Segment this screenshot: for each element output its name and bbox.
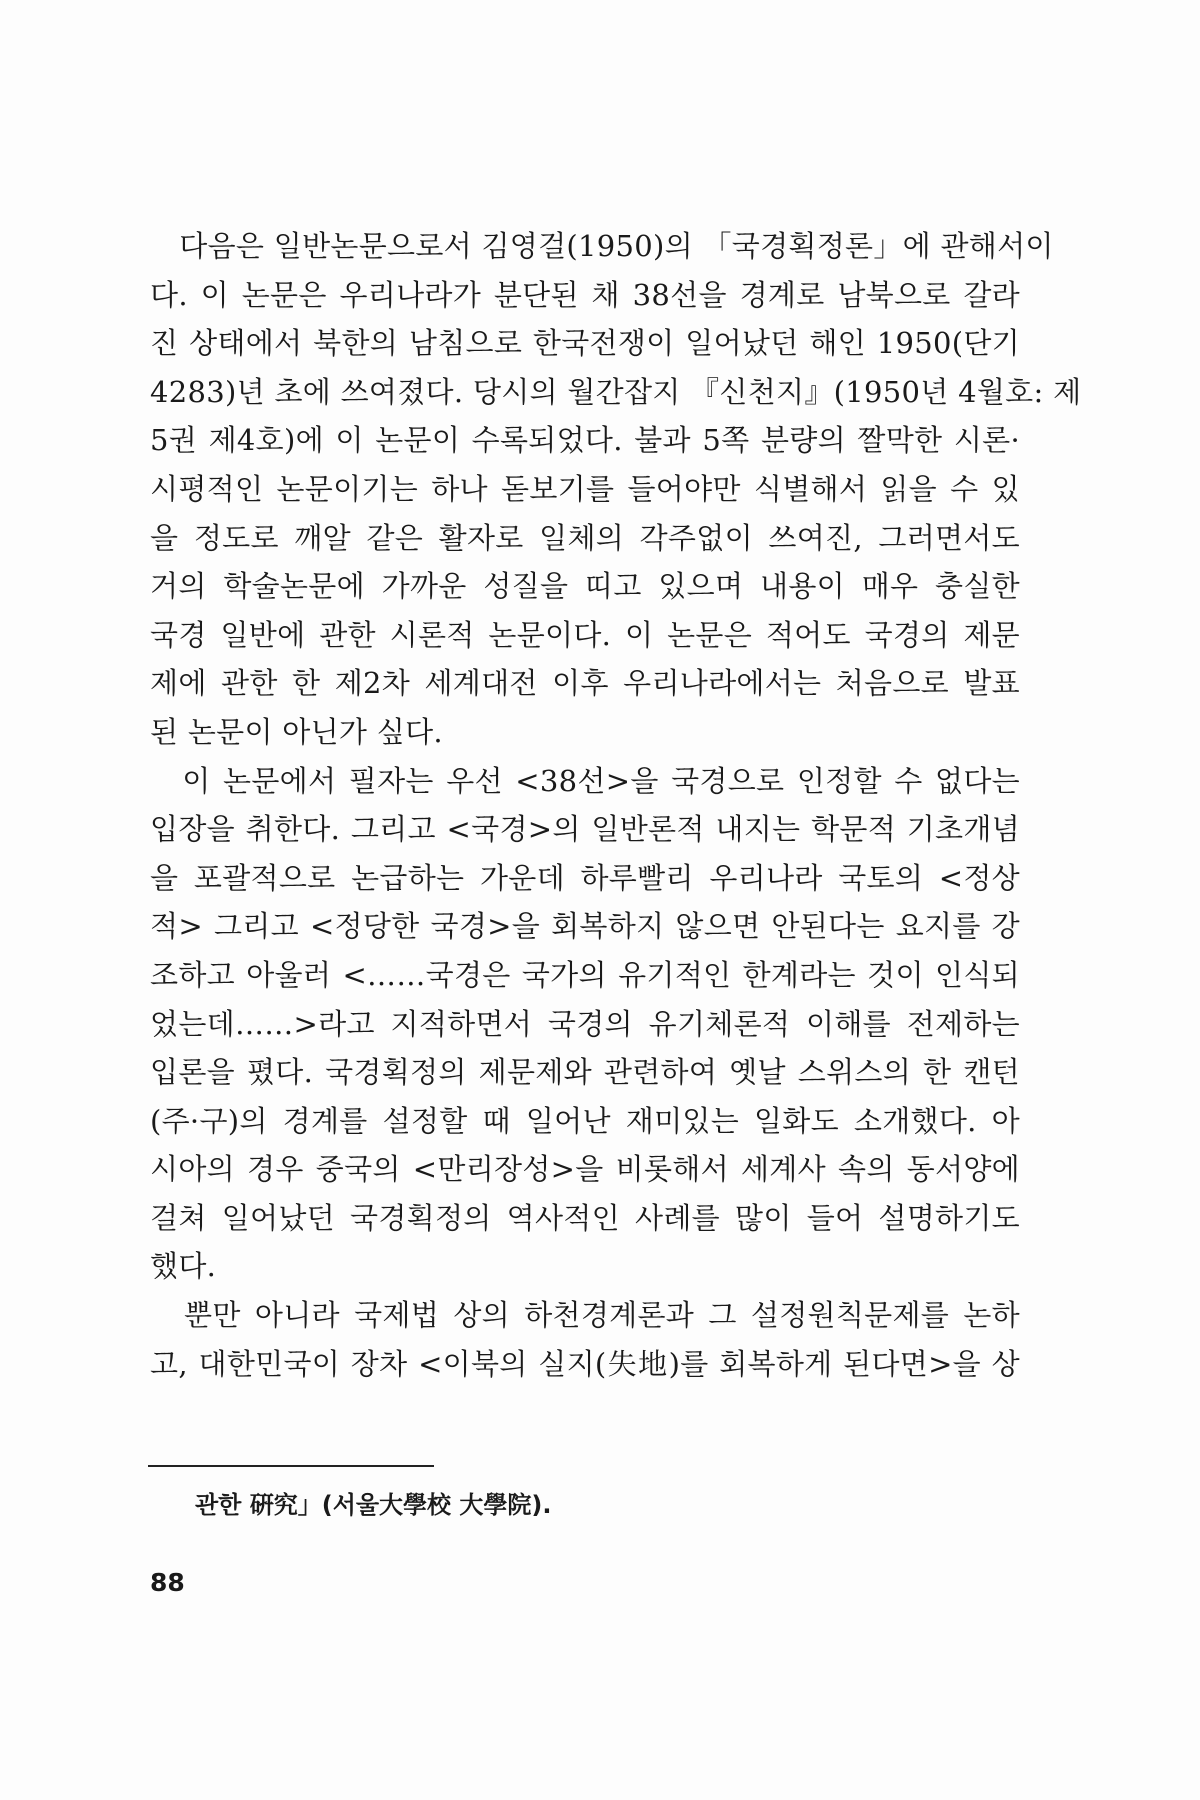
text-line: 걸쳐 일어났던 국경획정의 역사적인 사례를 많이 들어 설명하기도 (150, 1200, 1020, 1235)
page-number: 88 (150, 1568, 185, 1597)
text-line: 진 상태에서 북한의 남침으로 한국전쟁이 일어났던 해인 1950(단기 (150, 326, 1020, 361)
text-line: 뿐만 아니라 국제법 상의 하천경계론과 그 설정원칙문제를 논하 (150, 1298, 1020, 1333)
text-line: 입장을 취한다. 그리고 <국경>의 일반론적 내지는 학문적 기초개념 (150, 812, 1020, 847)
text-line: 이 논문에서 필자는 우선 <38선>을 국경으로 인정할 수 없다는 (150, 763, 1020, 798)
text-line: 국경 일반에 관한 시론적 논문이다. 이 논문은 적어도 국경의 제문 (150, 617, 1020, 652)
text-line: 4283)년 초에 쓰여졌다. 당시의 월간잡지 『신천지』(1950년 4월호: 제 (150, 374, 1082, 409)
text-line: 시평적인 논문이기는 하나 돋보기를 들어야만 식별해서 읽을 수 있 (150, 471, 1020, 506)
text-line: 거의 학술논문에 가까운 성질을 띠고 있으며 내용이 매우 충실한 (150, 569, 1020, 604)
text-line: 입론을 폈다. 국경획정의 제문제와 관련하여 옛날 스위스의 한 캔턴 (150, 1055, 1020, 1090)
footnote-divider (148, 1465, 434, 1467)
text-line: 고, 대한민국이 장차 <이북의 실지(失地)를 회복하게 된다면>을 상 (150, 1346, 1020, 1381)
text-line: 을 포괄적으로 논급하는 가운데 하루빨리 우리나라 국토의 <정상 (150, 860, 1020, 895)
text-line: 제에 관한 한 제2차 세계대전 이후 우리나라에서는 처음으로 발표 (150, 666, 1020, 701)
text-line: 했다. (150, 1249, 217, 1284)
text-line: 다음은 일반논문으로서 김영걸(1950)의 「국경획정론」에 관해서이 (150, 229, 1054, 263)
text-line: 었는데……>라고 지적하면서 국경의 유기체론적 이해를 전제하는 (150, 1006, 1020, 1041)
text-line: 시아의 경우 중국의 <만리장성>을 비롯해서 세계사 속의 동서양에 (150, 1152, 1020, 1187)
text-line: 된 논문이 아닌가 싶다. (150, 714, 443, 749)
text-line: 적> 그리고 <정당한 국경>을 회복하지 않으면 안된다는 요지를 강 (150, 909, 1020, 944)
footnote-text: 관한 硏究」(서울大學校 大學院). (195, 1491, 552, 1519)
text-line: 을 정도로 깨알 같은 활자로 일체의 각주없이 쓰여진, 그러면서도 (150, 520, 1020, 555)
text-line: 5권 제4호)에 이 논문이 수록되었다. 불과 5쪽 분량의 짤막한 시론· (150, 423, 1020, 458)
text-line: (주·구)의 경계를 설정할 때 일어난 재미있는 일화도 소개했다. 아 (150, 1103, 1020, 1138)
body-text (150, 222, 1082, 1388)
text-line: 다. 이 논문은 우리나라가 분단된 채 38선을 경계로 남북으로 갈라 (150, 277, 1020, 312)
text-line: 조하고 아울러 <……국경은 국가의 유기적인 한계라는 것이 인식되 (150, 957, 1020, 992)
